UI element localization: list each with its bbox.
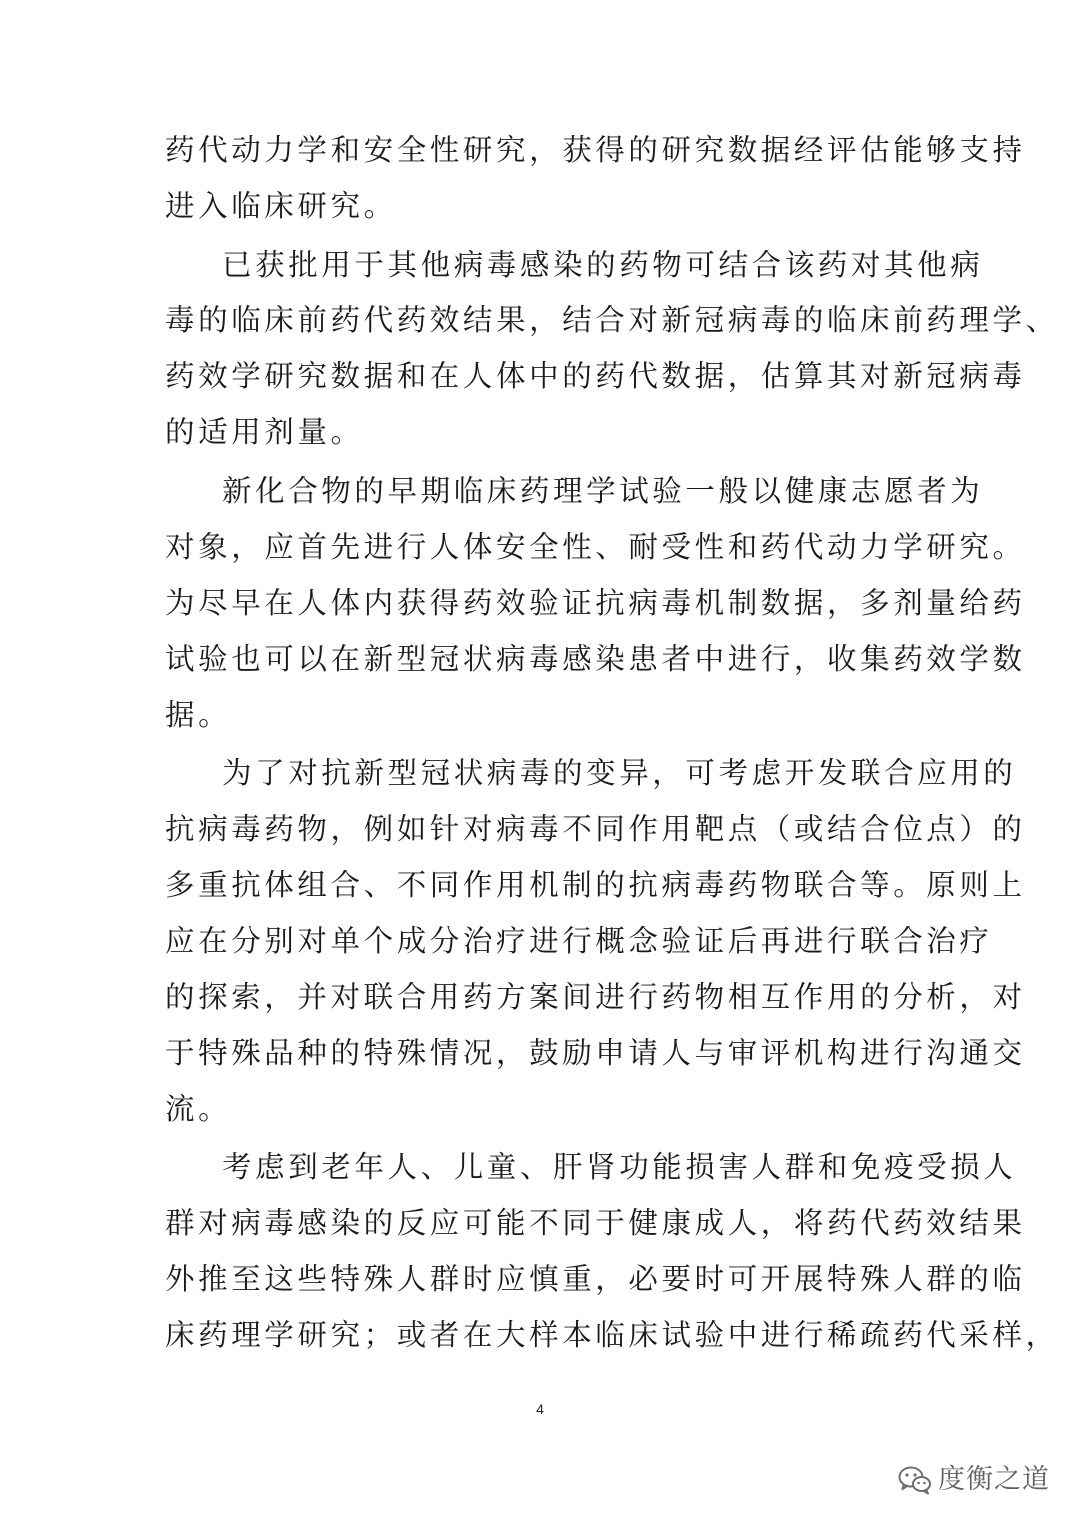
paragraph-first-line: 新化合物的早期临床药理学试验一般以健康志愿者为 — [222, 474, 984, 508]
text-line: 进入临床研究。 — [165, 189, 397, 223]
text-line: 试验也可以在新型冠状病毒感染患者中进行，收集药效学数 — [165, 642, 1026, 676]
paragraph-first-line: 为了对抗新型冠状病毒的变异，可考虑开发联合应用的 — [222, 756, 1017, 790]
text-line: 的适用剂量。 — [165, 415, 364, 449]
watermark-text: 度衡之道 — [938, 1464, 1050, 1495]
text-line: 多重抗体组合、不同作用机制的抗病毒药物联合等。原则上 — [165, 868, 1026, 902]
text-line: 床药理学研究；或者在大样本临床试验中进行稀疏药代采样， — [165, 1318, 1059, 1352]
wechat-icon — [898, 1465, 932, 1495]
text-line: 为尽早在人体内获得药效验证抗病毒机制数据，多剂量给药 — [165, 586, 1026, 620]
text-line: 的探索，并对联合用药方案间进行药物相互作用的分析，对 — [165, 980, 1026, 1014]
watermark — [898, 1460, 1050, 1500]
paragraph-first-line: 已获批用于其他病毒感染的药物可结合该药对其他病 — [222, 248, 984, 282]
text-line: 流。 — [165, 1092, 232, 1126]
text-line: 于特殊品种的特殊情况，鼓励申请人与审评机构进行沟通交 — [165, 1036, 1026, 1070]
text-line: 毒的临床前药代药效结果，结合对新冠病毒的临床前药理学、 — [165, 303, 1059, 337]
text-line: 应在分别对单个成分治疗进行概念验证后再进行联合治疗 — [165, 924, 993, 958]
text-line: 群对病毒感染的反应可能不同于健康成人，将药代药效结果 — [165, 1206, 1026, 1240]
text-line: 药代动力学和安全性研究，获得的研究数据经评估能够支持 — [165, 133, 1026, 167]
text-line: 外推至这些特殊人群时应慎重，必要时可开展特殊人群的临 — [165, 1262, 1026, 1296]
text-line: 抗病毒药物，例如针对病毒不同作用靶点（或结合位点）的 — [165, 812, 1026, 846]
text-line: 药效学研究数据和在人体中的药代数据，估算其对新冠病毒 — [165, 359, 1026, 393]
text-line: 据。 — [165, 698, 232, 732]
text-line: 对象，应首先进行人体安全性、耐受性和药代动力学研究。 — [165, 530, 1026, 564]
page-number: 4 — [536, 1401, 544, 1417]
paragraph-first-line: 考虑到老年人、儿童、肝肾功能损害人群和免疫受损人 — [222, 1150, 1017, 1184]
